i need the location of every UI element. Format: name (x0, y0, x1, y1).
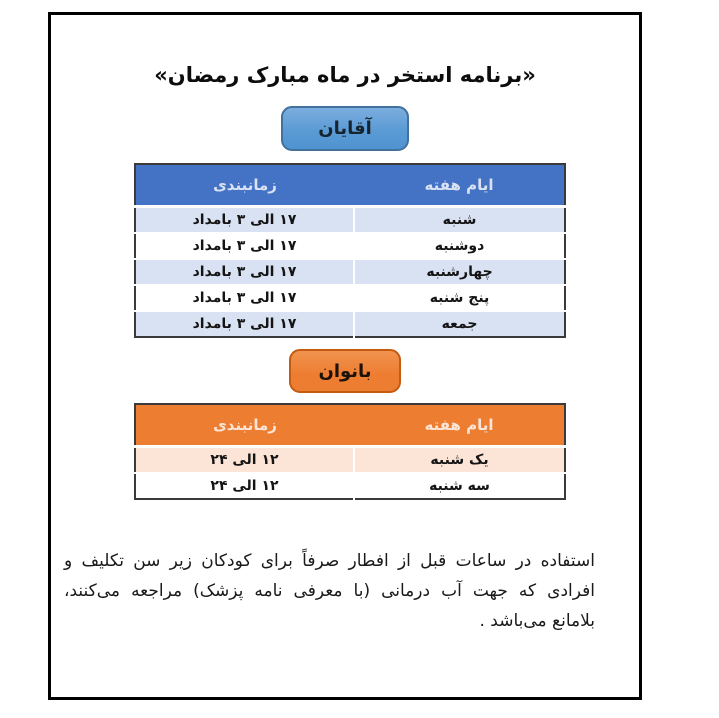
day-cell: جمعه (354, 311, 565, 337)
time-cell: ۱۷ الی ۳ بامداد (135, 259, 354, 285)
page-border-frame (48, 12, 642, 700)
men-col-header-days: ایام هفته (354, 164, 565, 207)
women-col-header-days: ایام هفته (354, 404, 565, 447)
table-row (135, 207, 565, 234)
day-cell: چهارشنبه (354, 259, 565, 285)
table-row (135, 233, 565, 259)
day-cell: دوشنبه (354, 233, 565, 259)
footnote (64, 546, 595, 636)
women-schedule-table (134, 403, 566, 500)
men-col-header-time: زمانبندی (135, 164, 354, 207)
women-table-header-row (135, 404, 565, 447)
day-cell: یک شنبه (354, 447, 565, 474)
women-badge-label: بانوان (318, 360, 372, 382)
footnote-line: بلامانع می‌باشد . (479, 611, 595, 631)
footnote-line: استفاده در ساعات قبل از افطار صرفاً برای کودکان زیر سن تکلیف و (64, 551, 595, 571)
day-cell: سه شنبه (354, 473, 565, 499)
day-cell: شنبه (354, 207, 565, 234)
table-row (135, 473, 565, 499)
footnote-line: افرادی که جهت آب درمانی (با معرفی نامه پزشک) مراجعه می‌کنند، (64, 581, 595, 601)
women-col-header-time: زمانبندی (135, 404, 354, 447)
men-table-header-row (135, 164, 565, 207)
time-cell: ۱۷ الی ۳ بامداد (135, 311, 354, 337)
women-section-badge (289, 349, 401, 393)
time-cell: ۱۷ الی ۳ بامداد (135, 207, 354, 234)
table-row (135, 285, 565, 311)
men-schedule-table (134, 163, 566, 338)
day-cell: پنج شنبه (354, 285, 565, 311)
table-row (135, 447, 565, 474)
time-cell: ۱۷ الی ۳ بامداد (135, 285, 354, 311)
table-row (135, 311, 565, 337)
men-section-badge (281, 106, 409, 151)
page-title: «برنامه استخر در ماه مبارک رمضان» (154, 63, 536, 87)
time-cell: ۱۲ الی ۲۴ (135, 473, 354, 499)
men-badge-label: آقایان (318, 118, 372, 139)
time-cell: ۱۷ الی ۳ بامداد (135, 233, 354, 259)
table-row (135, 259, 565, 285)
time-cell: ۱۲ الی ۲۴ (135, 447, 354, 474)
